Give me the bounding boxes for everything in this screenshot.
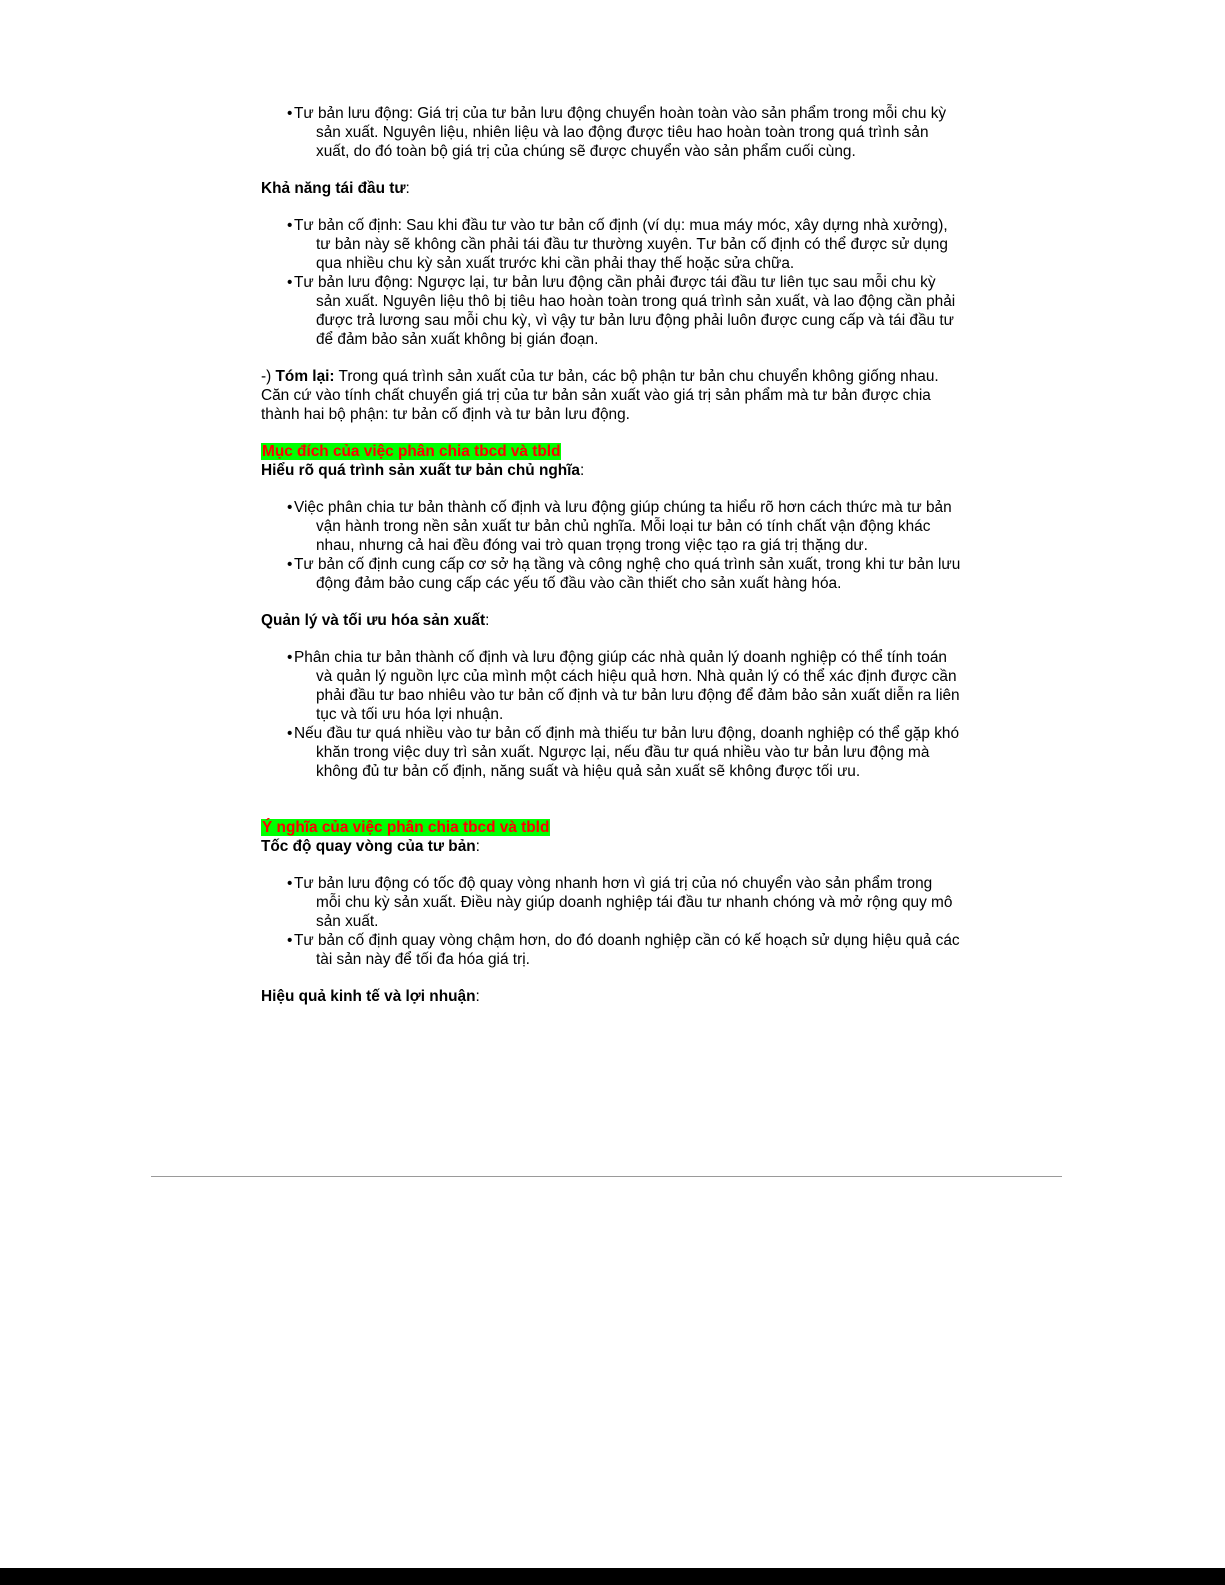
bullet-icon: •: [287, 105, 293, 122]
heading-manage-optimize: Quản lý và tối ưu hóa sản xuất:: [261, 612, 490, 629]
tbld-bullet-list: [261, 104, 961, 161]
bullet-icon: •: [287, 875, 293, 892]
list-item: • Tư bản cố định quay vòng chậm hơn, do đó doanh nghiệp cần có kế hoạch sử dụng hiệu quả các tài sản này để tối đa hóa giá trị.: [287, 932, 960, 968]
list-item: • Tư bản cố định: Sau khi đầu tư vào tư bản cố định (ví dụ: mua máy móc, xây dựng nhà xưởng), tư bản này sẽ không cần phải tái đầu tư thường xuyên. Tư bản cố định có thể được sử dụng qua nhiều chu kỳ sản xuất trước khi cần phải thay thế hoặc sửa chữa.: [287, 217, 948, 272]
bullet-icon: •: [287, 274, 293, 291]
page-divider: [151, 1176, 1062, 1177]
bottom-edge-bar: [0, 1568, 1225, 1585]
list-item: • Phân chia tư bản thành cố định và lưu động giúp các nhà quản lý doanh nghiệp có thể tính toán và quản lý nguồn lực của mình một cách hiệu quả hơn. Nhà quản lý có thể xác định được cần phải đầu tư bao nhiêu vào tư bản cố định và tư bản lưu động để đảm bảo sản xuất diễn ra liên tục và tối ưu hóa lợi nhuận.: [287, 649, 960, 723]
heading-understand-production: Hiểu rõ quá trình sản xuất tư bản chủ nghĩa:: [261, 462, 585, 479]
heading-economic-efficiency: Hiệu quả kinh tế và lợi nhuận:: [261, 988, 480, 1005]
bullet-icon: •: [287, 217, 293, 234]
section-title-purpose: Mục đích của việc phân chia tbcd và tbld: [262, 443, 561, 460]
turnover-bullet-list: [261, 874, 961, 969]
list-item: • Nếu đầu tư quá nhiều vào tư bản cố định mà thiếu tư bản lưu động, doanh nghiệp có thể gặp khó khăn trong việc duy trì sản xuất. Ngược lại, nếu đầu tư quá nhiều vào tư bản lưu động mà không đủ tư bản cố định, năng suất và hiệu quả sản xuất sẽ không được tối ưu.: [287, 725, 960, 780]
heading-reinvest: Khả năng tái đầu tư:: [261, 180, 410, 197]
list-item: • Tư bản lưu động có tốc độ quay vòng nhanh hơn vì giá trị của nó chuyển vào sản phẩm trong mỗi chu kỳ sản xuất. Điều này giúp doanh nghiệp tái đầu tư nhanh chóng và mở rộng quy mô sản xuất.: [287, 875, 953, 930]
bullet-icon: •: [287, 932, 293, 949]
heading-turnover-speed: Tốc độ quay vòng của tư bản:: [261, 838, 480, 855]
list-item: • Tư bản lưu động: Ngược lại, tư bản lưu động cần phải được tái đầu tư liên tục sau mỗi chu kỳ sản xuất. Nguyên liệu thô bị tiêu hao hoàn toàn trong quá trình sản xuất, và lao động cần phải được trả lương sau mỗi chu kỳ, vì vậy tư bản lưu động phải luôn được cung cấp và tái đầu tư để đảm bảo sản xuất không bị gián đoạn.: [287, 274, 956, 348]
understand-bullet-list: [261, 498, 961, 593]
manage-bullet-list: [261, 648, 961, 781]
bullet-icon: •: [287, 725, 293, 742]
document-body: [261, 104, 961, 1006]
bullet-icon: •: [287, 649, 293, 666]
reinvest-bullet-list: [261, 216, 961, 349]
bullet-icon: •: [287, 499, 293, 516]
list-item: • Tư bản lưu động: Giá trị của tư bản lưu động chuyển hoàn toàn vào sản phẩm trong mỗi chu kỳ sản xuất. Nguyên liệu, nhiên liệu và lao động được tiêu hao hoàn toàn trong quá trình sản xuất, do đó toàn bộ giá trị của chúng sẽ được chuyển vào sản phẩm cuối cùng.: [287, 105, 947, 160]
summary-paragraph: -) Tóm lại: Trong quá trình sản xuất của tư bản, các bộ phận tư bản chu chuyển không giống nhau. Căn cứ vào tính chất chuyển giá trị của tư bản sản xuất vào giá trị sản phẩm mà tư bản được chia thành hai bộ phận: tư bản cố định và tư bản lưu động.: [261, 368, 939, 423]
list-item: • Việc phân chia tư bản thành cố định và lưu động giúp chúng ta hiểu rõ hơn cách thức mà tư bản vận hành trong nền sản xuất tư bản chủ nghĩa. Mỗi loại tư bản có tính chất vận động khác nhau, nhưng cả hai đều đóng vai trò quan trọng trong việc tạo ra giá trị thặng dư.: [287, 499, 952, 554]
bullet-icon: •: [287, 556, 293, 573]
list-item: • Tư bản cố định cung cấp cơ sở hạ tầng và công nghệ cho quá trình sản xuất, trong khi tư bản lưu động đảm bảo cung cấp các yếu tố đầu vào cần thiết cho sản xuất hàng hóa.: [287, 556, 961, 592]
section-title-meaning: Ý nghĩa của việc phân chia tbcd và tbld: [262, 819, 550, 836]
